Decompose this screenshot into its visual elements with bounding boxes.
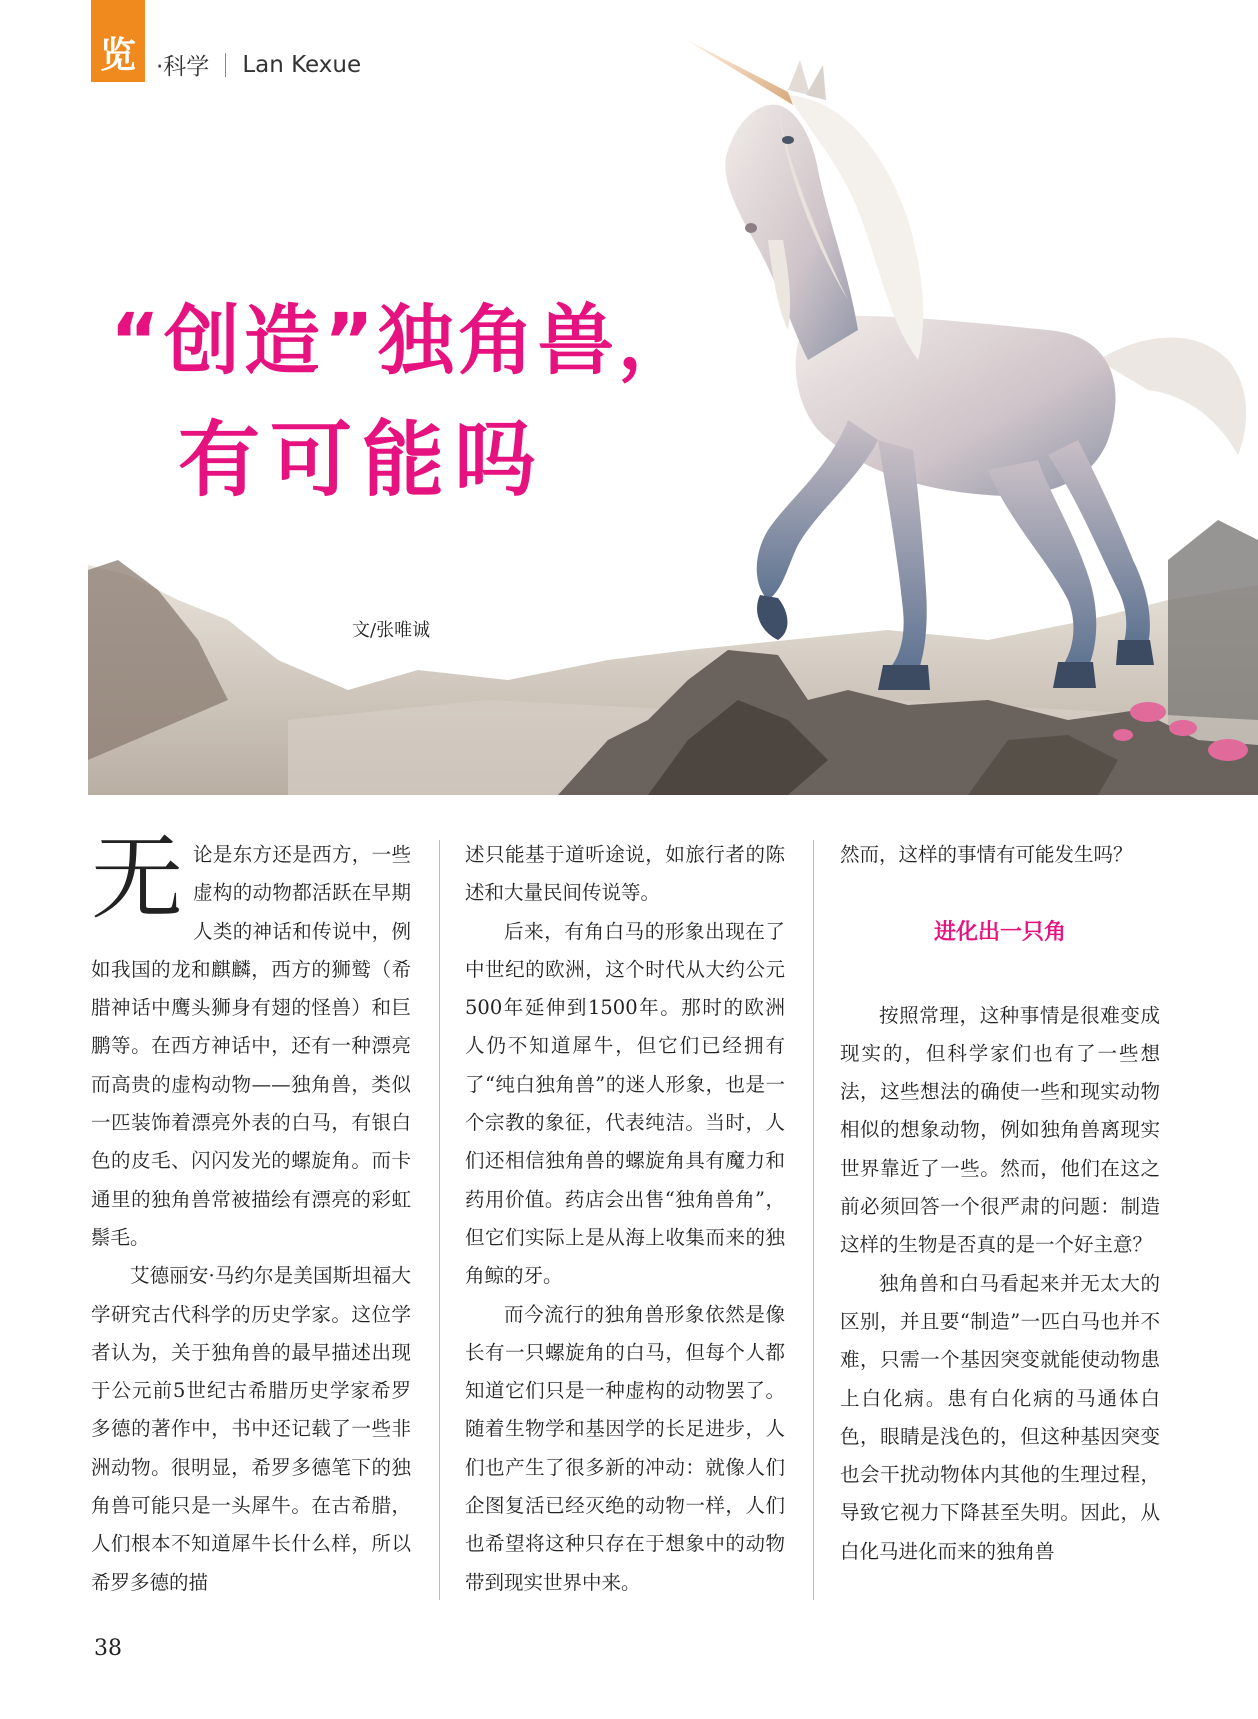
drop-cap: 无 — [91, 825, 184, 932]
paragraph: 独角兽和白马看起来并无太大的区别，并且要“制造”一匹白马也并不难，只需一个基因突变就能使动物患上白化病。患有白化病的马通体白色，眼睛是浅色的，但这种基因突变也会干扰动物体内其他的生理过程，导致它视力下降甚至失明。因此，从白化马进化而来的独角兽 — [840, 1271, 1160, 1563]
section-tag-char: 览 — [99, 35, 136, 76]
paragraph-text: 论是东方还是西方，一些虚构的动物都活跃在早期人类的神话和传说中，例如我国的龙和麒麟，西方的狮鹫（希腊神话中鹰头狮身有翅的怪兽）和巨鹏等。在西方神话中，还有一种漂亮而高贵的虚构动物——独角兽，类似一匹装饰着漂亮外表的白马，有银白色的皮毛、闪闪发光的螺旋角。而卡通里的独角兽常被描绘有漂亮的彩虹鬃毛。 — [91, 843, 411, 1249]
paragraph: 后来，有角白马的形象出现在了中世纪的欧洲，这个时代从大约公元500年延伸到1500年。那时的欧洲人仍不知道犀牛，但它们已经拥有了“纯白独角兽”的迷人形象，也是一个宗教的象征，代表纯洁。当时，人们还相信独角兽的螺旋角具有魔力和药用价值。药店会出售“独角兽角”，但它们实际上是从海上收集而来的独角鲸的牙。 — [465, 919, 785, 1288]
article-title-line1: “创造”独角兽， — [110, 296, 698, 385]
column-divider — [439, 840, 440, 1600]
section-name: ·科学 — [156, 54, 210, 80]
article-byline: 文/张唯诚 — [352, 620, 431, 641]
paragraph: 艾德丽安·马约尔是美国斯坦福大学研究古代科学的历史学家。这位学者认为，关于独角兽的最早描述出现于公元前5世纪古希腊历史学家希罗多德的著作中，书中还记载了一些非洲动物。很明显，希罗多德笔下的独角兽可能只是一头犀牛。在古希腊，人们根本不知道犀牛长什么样，所以希罗多德的描 — [91, 1264, 411, 1594]
page-number: 38 — [94, 1636, 122, 1661]
paragraph: 述只能基于道听途说，如旅行者的陈述和大量民间传说等。 — [465, 843, 785, 905]
article-column-1 — [91, 825, 411, 1602]
article-column-3 — [840, 836, 1160, 1571]
paragraph: 而今流行的独角兽形象依然是像长有一只螺旋角的白马，但每个人都知道它们只是一种虚构的动物罢了。随着生物学和基因学的长足进步，人们也产生了很多新的冲动：就像人们企图复活已经灭绝的动物一样，人们也希望将这种只存在于想象中的动物带到现实世界中来。 — [465, 1302, 785, 1594]
section-header — [156, 48, 361, 81]
section-tag — [91, 0, 145, 82]
section-heading: 进化出一只角 — [933, 920, 1066, 946]
article-title-line2: 有可能吗 — [178, 413, 547, 508]
section-pinyin: Lan Kexue — [242, 51, 362, 78]
paragraph — [91, 825, 411, 1257]
paragraph: 按照常理，这种事情是很难变成现实的，但科学家们也有了一些想法，这些想法的确使一些和现实动物相似的想象动物，例如独角兽离现实世界靠近了一些。然而，他们在这之前必须回答一个很严肃的问题：制造这样的生物是否真的是一个好主意？ — [840, 1003, 1160, 1257]
article-column-2 — [465, 836, 785, 1602]
paragraph: 然而，这样的事情有可能发生吗？ — [840, 843, 1133, 866]
column-divider — [813, 840, 814, 1600]
header-divider — [225, 53, 226, 77]
